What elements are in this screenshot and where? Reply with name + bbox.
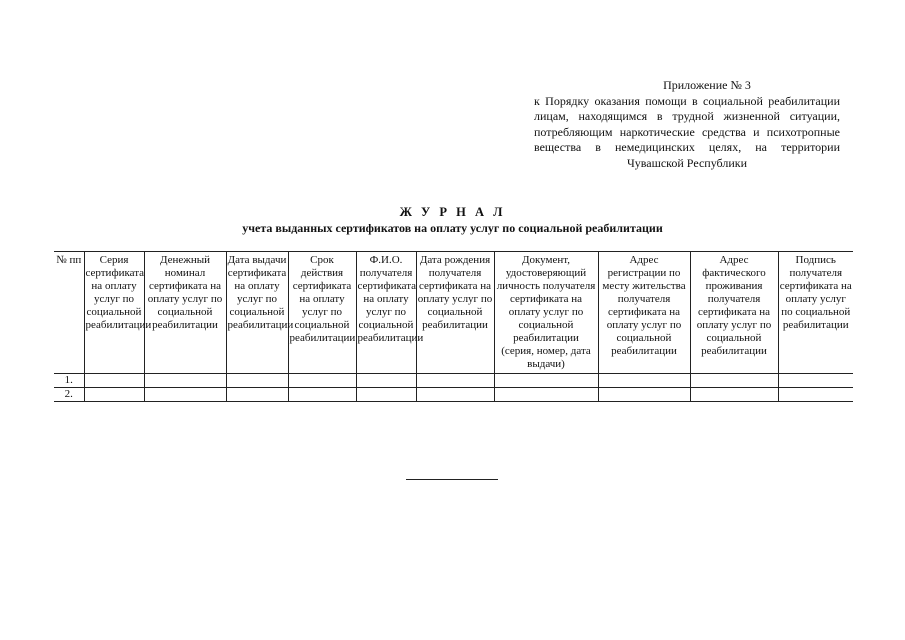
table-cell [690, 374, 778, 388]
table-cell [226, 374, 288, 388]
table-cell [356, 374, 416, 388]
row-number-cell: 2. [54, 388, 84, 402]
journal-subtitle: учета выданных сертификатов на оплату услуг по социальной реабилитации [242, 221, 663, 235]
appendix-block [534, 78, 840, 171]
table-cell [144, 374, 226, 388]
table-cell [690, 388, 778, 402]
table-cell [598, 388, 690, 402]
column-header-issue-date: Дата выдачи сертификата на оплату услуг по социальной реабилитации [226, 252, 288, 374]
column-header-actual-address: Адрес фактического проживания получателя сертификата на оплату услуг по социальной реабилитации [690, 252, 778, 374]
table-cell [416, 388, 494, 402]
table-cell [84, 374, 144, 388]
table-cell [356, 388, 416, 402]
column-header-id-document: Документ, удостоверяющий личность получателя сертификата на оплату услуг по социальной реабилитации (серия, номер, дата выдачи) [494, 252, 598, 374]
table-cell [598, 374, 690, 388]
table-cell [144, 388, 226, 402]
table-cell [288, 388, 356, 402]
column-header-registration-address: Адрес регистрации по месту жительства получателя сертификата на оплату услуг по социальной реабилитации [598, 252, 690, 374]
column-header-series: Серия сертификата на оплату услуг по социальной реабилитации [84, 252, 144, 374]
table-cell [494, 388, 598, 402]
table-cell [288, 374, 356, 388]
table-row [54, 388, 853, 402]
row-number-cell: 1. [54, 374, 84, 388]
table-cell [416, 374, 494, 388]
table-cell [226, 388, 288, 402]
table-header-row [54, 252, 853, 374]
journal-table [54, 251, 853, 402]
table-cell [84, 388, 144, 402]
column-header-birth-date: Дата рождения получателя сертификата на оплату услуг по социальной реабилитации [416, 252, 494, 374]
table-cell [778, 388, 853, 402]
table-cell [778, 374, 853, 388]
table-cell [494, 374, 598, 388]
column-header-nominal: Денежный номинал сертификата на оплату услуг по социальной реабилитации [144, 252, 226, 374]
journal-title: Ж У Р Н А Л [399, 205, 506, 219]
column-header-validity: Срок действия сертификата на оплату услуг по социальной реабилитации [288, 252, 356, 374]
column-header-full-name: Ф.И.О. получателя сертификата на оплату услуг по социальной реабилитации [356, 252, 416, 374]
appendix-text: к Порядку оказания помощи в социальной реабилитации лицам, находящимся в трудной жизненной ситуации, потребляющим наркотические средства и психотропные вещества в немедицинских целях, на территории Чувашской Республики [534, 93, 840, 170]
table-row [54, 374, 853, 388]
appendix-title: Приложение № 3 [663, 78, 751, 92]
column-header-signature: Подпись получателя сертификата на оплату услуг по социальной реабилитации [778, 252, 853, 374]
end-divider-line [406, 479, 498, 480]
column-header-number: № пп [54, 252, 84, 374]
